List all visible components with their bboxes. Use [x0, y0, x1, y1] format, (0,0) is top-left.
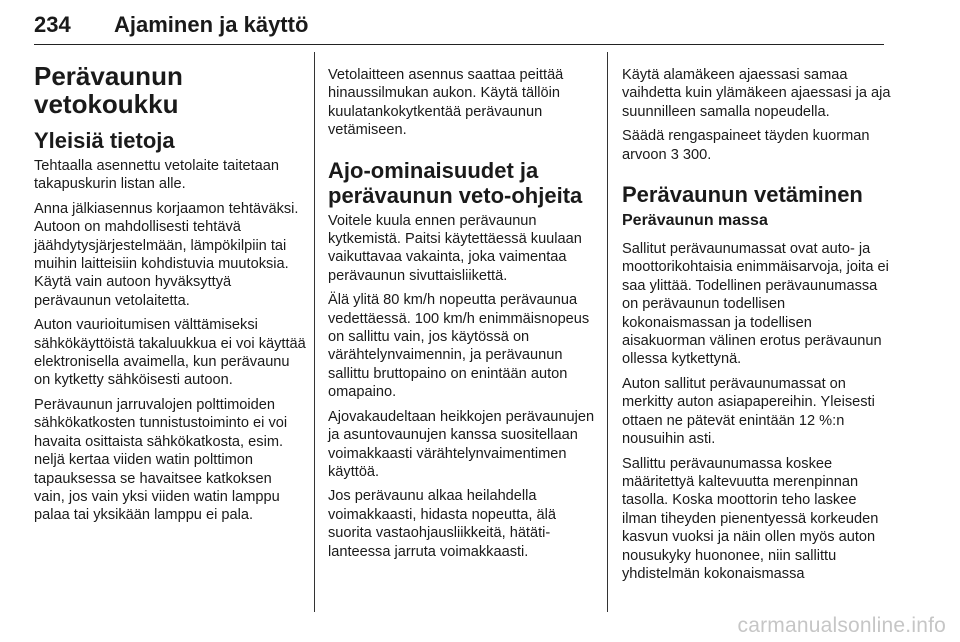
paragraph: Tehtaalla asennettu vetolaite taitetaan takapuskurin listan alle.	[34, 158, 280, 193]
chapter-title: Ajaminen ja käyttö	[114, 12, 309, 37]
subsection-heading: Perävaunun massa	[622, 212, 768, 230]
watermark: carmanualsonline.info	[737, 614, 946, 637]
subsection-title: Yleisiä tietoja	[34, 128, 175, 153]
paragraph: Auton sallitut perävaunumassat on merkitty auton asiapapereihin. Yleisesti ottaen ne pätevät enintään 12 %:n nousuihin asti.	[622, 375, 875, 448]
column-divider	[314, 52, 315, 612]
section-heading: Perävaunun vetäminen	[622, 182, 863, 208]
column-1	[34, 62, 306, 531]
section-heading: Ajo-ominaisuudet ja perävaunun veto-ohjeita	[328, 157, 583, 208]
column-3	[622, 66, 894, 589]
paragraph: Auton vaurioitumisen välttämiseksi sähkökäyttöistä takaluukkua ei voi käyttää elektronisella avaimella, kun perävaunu on kytketty sähköisesti autoon.	[34, 317, 306, 389]
paragraph: Perävaunun jarruvalojen polttimoiden sähkökatkosten tunnistustoiminto ei voi havaita osittaista sähkökatkosta, esim. neljä kertaa viiden watin polttimon tapauksessa se havaitsee katkoksen vain, jos vain yksi viiden watin lamppu palaa tai yksikään lamppu ei pala.	[34, 396, 288, 524]
page-reference-arrow-icon: 3	[670, 146, 679, 163]
column-divider	[607, 52, 608, 612]
paragraph: Sallitut perävaunumassat ovat auto- ja moottorikohtaisia enimmäisarvoja, joita ei saa ylittää. Todellinen perävaunumassa on perävaunun todellisen kokonaismassan ja todellisen aisakuorman välinen erotus perävaunun ollessa kytkettynä.	[622, 241, 889, 368]
paragraph: Voitele kuula ennen perävaunun kytkemistä. Paitsi käytettäessä kuulaan vaikuttavaa vakainta, joka vaimentaa perävaunun sivuttaisliikettä.	[328, 212, 582, 284]
page-number: 234	[34, 12, 71, 37]
paragraph: Käytä alamäkeen ajaessasi samaa vaihdetta kuin ylämäkeen ajaessasi ja aja suunnilleen samalla nopeudella.	[622, 67, 891, 120]
page-reference: 300.	[678, 146, 712, 163]
paragraph: Ajovakaudeltaan heikkojen perävaunujen ja asuntovaunujen kanssa suositellaan voimakkaasti värähtelynvaimentimen käyttöä.	[328, 408, 595, 480]
page-header	[34, 6, 884, 45]
paragraph: Älä ylitä 80 km/h nopeutta perävaunua vedettäessä. 100 km/h enimmäisnopeus on sallittu vain, jos käytössä on värähtelynvaimennin, ja perävaunun sallittu bruttopaino on enintään auton omapaino.	[328, 292, 590, 401]
paragraph: Sallittu perävaunumassa koskee määritettyä kaltevuutta merenpinnan tasolla. Koska moottorin teho laskee ilman tiheyden pienentyessä korkeuden kasvun vuoksi ja näin ollen myös auton nousukyky huononee, niin sallittu yhdistelmän kokonaismassa	[622, 455, 879, 582]
paragraph: Anna jälkiasennus korjaamon tehtäväksi. Autoon on mahdollisesti tehtävä jäähdytysjärjestelmään, lämpökilpiin tai muihin laitteisiin kohdistuvia muutoksia. Käytä vain autoon hyväksyttyä perävaunun vetolaitetta.	[34, 200, 299, 309]
paragraph: Jos perävaunu alkaa heilahdella voimakkaasti, hidasta nopeutta, älä suorita vastaohjausliikkeitä, hätätilanteessa jarruta voimakkaasti.	[328, 488, 556, 560]
section-title: Perävaunun vetokoukku	[34, 61, 183, 119]
paragraph: Vetolaitteen asennus saattaa peittää hinaussilmukan aukon. Käytä tällöin kuulatankokytkentää perävaunun vetämiseen.	[328, 67, 564, 139]
column-2	[328, 66, 600, 567]
paragraph-with-reference: Säädä rengaspaineet täyden kuorman arvoon 3 300.	[622, 128, 870, 163]
